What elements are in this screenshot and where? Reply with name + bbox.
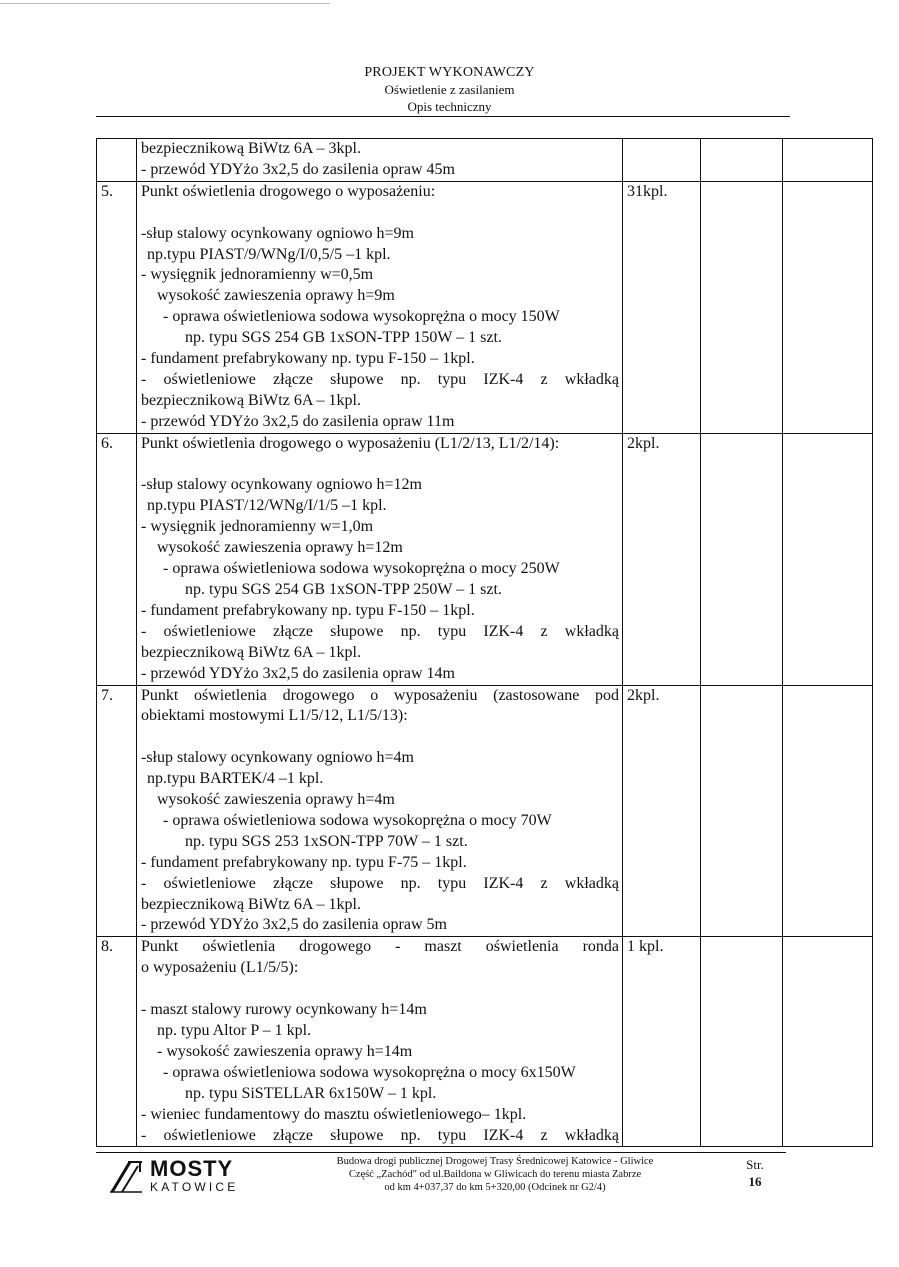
- description-line: np. typu SGS 254 GB 1xSON-TPP 250W – 1 szt.: [185, 581, 502, 598]
- description-cell: [137, 433, 623, 685]
- description-line: bezpiecznikową BiWtz 6A – 1kpl.: [141, 895, 361, 913]
- description-line: np.typu BARTEK/4 –1 kpl.: [147, 770, 324, 788]
- description-cell: [137, 937, 623, 1147]
- quantity-cell: 2kpl.: [623, 433, 701, 685]
- description-line: wysokość zawieszenia oprawy h=4m: [157, 791, 395, 809]
- description-line: wysokość zawieszenia oprawy h=12m: [157, 539, 403, 557]
- footer-line: Część „Zachód" od ul.Baildona w Gliwicach do terenu miasta Zabrze: [348, 1169, 642, 1180]
- description-line: -słup stalowy ocynkowany ogniowo h=4m: [141, 749, 414, 767]
- description-line: np. typu SGS 254 GB 1xSON-TPP 150W – 1 szt.: [185, 329, 502, 347]
- description-line: - wysokość zawieszenia oprawy h=14m: [157, 1042, 413, 1060]
- empty-cell: [783, 181, 873, 433]
- quantity-cell: 1 kpl.: [623, 937, 701, 1147]
- row-number-cell: 7.: [97, 685, 137, 937]
- document-header: [0, 64, 899, 115]
- table-row: [97, 433, 873, 685]
- description-line: bezpiecznikową BiWtz 6A – 3kpl.: [141, 140, 361, 157]
- description-line: - oświetleniowe złącze słupowe np. typu IZK-4 z wkładką: [141, 1126, 619, 1144]
- quantity-cell: 31kpl.: [623, 181, 701, 433]
- header-divider: [96, 116, 790, 117]
- description-heading: Punkt oświetlenia drogowego o wyposażeniu:: [141, 182, 436, 200]
- description-line: - oprawa oświetleniowa sodowa wysokoprężna o mocy 150W: [163, 308, 560, 326]
- description-line: - przewód YDYżo 3x2,5 do zasilenia opraw 11m: [141, 412, 455, 430]
- description-line: - fundament prefabrykowany np. typu F-150 – 1kpl.: [141, 601, 475, 619]
- description-heading: Punkt oświetlenia drogowego o wyposażeniu (L1/2/13, L1/2/14):: [141, 434, 560, 452]
- company-logo: [108, 1158, 258, 1198]
- table-row: [97, 685, 873, 937]
- row-number-cell: [97, 139, 137, 182]
- empty-cell: [783, 433, 873, 685]
- empty-cell: [701, 181, 783, 433]
- description-line: np. typu Altor P – 1 kpl.: [157, 1022, 312, 1039]
- empty-cell: [783, 937, 873, 1147]
- quantity-cell: [623, 139, 701, 182]
- table-row: [97, 181, 873, 433]
- empty-cell: [701, 139, 783, 182]
- description-line: - przewód YDYżo 3x2,5 do zasilenia opraw 5m: [141, 916, 447, 934]
- description-heading: o wyposażeniu (L1/5/5):: [141, 959, 299, 977]
- description-heading: Punkt oświetlenia drogowego o wyposażeniu (zastosowane pod: [141, 686, 619, 704]
- description-line: np.typu PIAST/9/WNg/I/0,5/5 –1 kpl.: [147, 245, 391, 263]
- logo-wordmark: MOSTY: [150, 1156, 234, 1181]
- description-line: bezpiecznikową BiWtz 6A – 1kpl.: [141, 643, 361, 661]
- description-line: - oprawa oświetleniowa sodowa wysokoprężna o mocy 70W: [163, 811, 552, 829]
- footer-project-info: [300, 1155, 690, 1194]
- description-line: np. typu SiSTELLAR 6x150W – 1 kpl.: [185, 1084, 437, 1102]
- mosty-logo-icon: [108, 1158, 144, 1194]
- page-number: 16: [748, 1174, 762, 1189]
- description-line: - oprawa oświetleniowa sodowa wysokoprężna o mocy 250W: [163, 560, 560, 578]
- description-cell: [137, 685, 623, 937]
- description-line: - wysięgnik jednoramienny w=0,5m: [141, 266, 374, 284]
- row-number-cell: 6.: [97, 433, 137, 685]
- description-line: -słup stalowy ocynkowany ogniowo h=12m: [141, 476, 422, 494]
- logo-subtitle: KATOWICE: [150, 1180, 239, 1194]
- empty-cell: [701, 685, 783, 937]
- equipment-table: [96, 138, 873, 1147]
- description-line: np. typu SGS 253 1xSON-TPP 70W – 1 szt.: [185, 832, 468, 850]
- quantity-cell: 2kpl.: [623, 685, 701, 937]
- description-heading: obiektami mostowymi L1/5/12, L1/5/13):: [141, 707, 408, 725]
- empty-cell: [701, 937, 783, 1147]
- description-line: - wieniec fundamentowy do masztu oświetleniowego– 1kpl.: [141, 1105, 527, 1123]
- table-row: [97, 937, 873, 1147]
- description-line: - maszt stalowy rurowy ocynkowany h=14m: [141, 1001, 427, 1019]
- description-line: - oprawa oświetleniowa sodowa wysokoprężna o mocy 6x150W: [163, 1063, 576, 1081]
- description-line: bezpiecznikową BiWtz 6A – 1kpl.: [141, 391, 361, 409]
- description-line: - przewód YDYżo 3x2,5 do zasilenia opraw 14m: [141, 664, 455, 682]
- row-number-cell: 5.: [97, 181, 137, 433]
- page-label: Str.: [746, 1157, 764, 1172]
- description-cell: [137, 139, 623, 182]
- footer-line: od km 4+037,37 do km 5+320,00 (Odcinek nr G2/4): [384, 1182, 606, 1193]
- empty-cell: [701, 433, 783, 685]
- description-line: - oświetleniowe złącze słupowe np. typu IZK-4 z wkładką: [141, 622, 619, 640]
- description-line: - oświetleniowe złącze słupowe np. typu IZK-4 z wkładką: [141, 874, 619, 892]
- description-line: np.typu PIAST/12/WNg/I/1/5 –1 kpl.: [147, 497, 387, 515]
- page-number-block: [730, 1156, 780, 1190]
- description-line: - wysięgnik jednoramienny w=1,0m: [141, 518, 374, 536]
- footer-divider: [96, 1152, 786, 1153]
- description-line: - fundament prefabrykowany np. typu F-75 – 1kpl.: [141, 853, 467, 871]
- table-row: [97, 139, 873, 182]
- header-project-title: PROJEKT WYKONAWCZY: [364, 65, 535, 80]
- header-section-title: Opis techniczny: [407, 99, 492, 114]
- description-line: -słup stalowy ocynkowany ogniowo h=9m: [141, 224, 414, 242]
- scan-artifact-line: [0, 3, 330, 4]
- description-line: wysokość zawieszenia oprawy h=9m: [157, 287, 395, 305]
- description-heading: Punkt oświetlenia drogowego - maszt oświetlenia ronda: [141, 938, 619, 956]
- footer-line: Budowa drogi publicznej Drogowej Trasy Średnicowej Katowice - Gliwice: [336, 1156, 654, 1167]
- description-line: - przewód YDYżo 3x2,5 do zasilenia opraw 45m: [141, 160, 455, 178]
- row-number-cell: 8.: [97, 937, 137, 1147]
- header-subtitle: Oświetlenie z zasilaniem: [384, 82, 515, 97]
- description-line: - fundament prefabrykowany np. typu F-150 – 1kpl.: [141, 350, 475, 368]
- empty-cell: [783, 685, 873, 937]
- description-line: - oświetleniowe złącze słupowe np. typu IZK-4 z wkładką: [141, 370, 619, 388]
- description-cell: [137, 181, 623, 433]
- empty-cell: [783, 139, 873, 182]
